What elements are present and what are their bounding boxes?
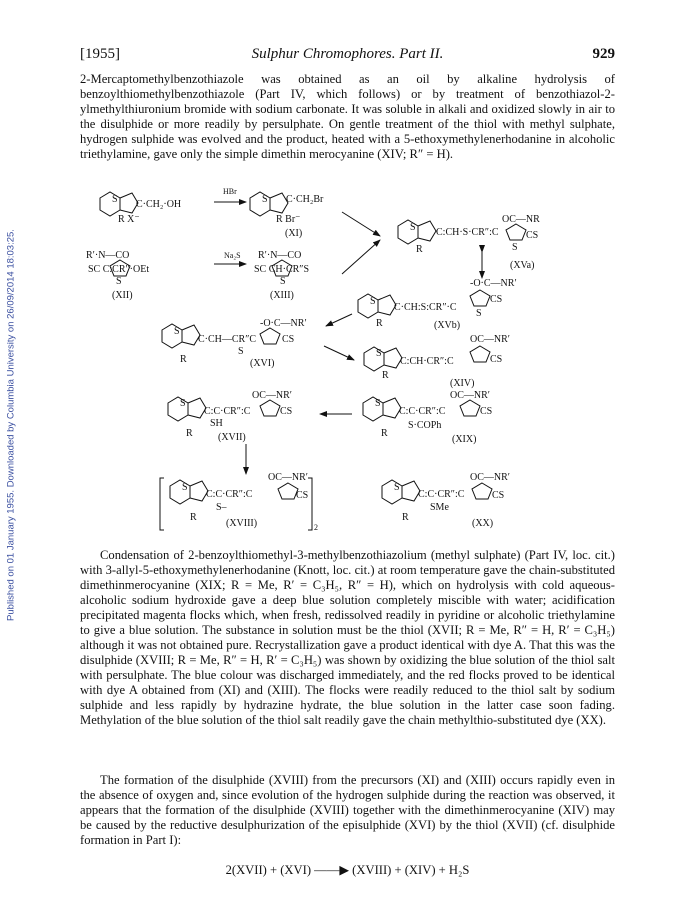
frag-xii-top: R′·N—CO [86,250,130,261]
label-xvii: (XVII) [218,432,246,443]
frag-ch2oh: C·CH₂·OH [136,199,182,210]
frag-s: S [238,346,244,357]
label-xiii: (XIII) [270,290,294,301]
label-xvb: (XVb) [434,320,461,331]
watermark-text: Published on 01 January 1955. Downloaded by Columbia University on 26/09/2014 18:03:25. [5,229,17,621]
frag-oc-nr: OC—NR [502,214,540,225]
frag-xviii-sub: S– [216,502,227,513]
reaction-scheme [80,178,615,540]
arrow-xvi-to-xiv [324,346,354,360]
label-xx: (XX) [472,518,494,529]
frag-s: S [375,398,381,409]
frag-xii-s: S [116,276,122,287]
frag-r: R [402,512,409,523]
bracket-left [160,478,164,530]
frag-ch2br: C·CH₂Br [286,194,324,205]
benzothiazole-rings [100,192,436,504]
frag-o-c-nr: -O·C—NR′ [260,318,307,329]
frag-xviii-chain: C:C·CR″:C [206,489,253,500]
label-xii: (XII) [112,290,133,301]
frag-s: S [410,222,416,233]
paragraph-1: 2-Mercaptomethylbenzothiazole was obtained as an oil by alkaline hydrolysis of benzoylthiomethylbenzothiazole (Part IV, which follows) or by treatment of benzothiazol-2-ylmethylthiuronium bromide with sodium carbonate. It was soluble in alkali and oxidized slowly in air to the disulphide or more readily by persulphate. On gentle treatment of the thiol with methyl sulphate, hydrogen sulphide was evolved and the product, heated with a 5-ethoxymethylenerhodanine in alcoholic triethylamine, gave only the simple dimethin merocyanine (XIV; R″ = H). [80,72,615,161]
frag-s: S [262,194,268,205]
frag-xvi-chain: C·CH—CR″C [198,334,257,345]
frag-r: R [190,512,197,523]
scheme-text [86,187,540,532]
label-xvi: (XVI) [250,358,275,369]
frag-subscript-2: 2 [314,523,318,532]
frag-xiii-mid: SC CH·CR″S [254,264,310,275]
arrow-xvb-to-xvi [326,314,352,326]
frag-xvii-chain: C:C·CR″:C [204,406,251,417]
journal-year: [1955] [80,46,120,62]
frag-oc-nr: OC—NR′ [252,390,292,401]
frag-oc-nr: OC—NR′ [450,390,490,401]
label-xix: (XIX) [452,434,477,445]
frag-s: S [512,242,518,253]
frag-oc-nr: OC—NR′ [268,472,308,483]
page-number: 929 [592,46,615,62]
frag-s: S [476,308,482,319]
frag-s: S [174,326,180,337]
frag-rx: R X⁻ [118,214,140,225]
frag-s: S [370,296,376,307]
frag-xix-chain: C:C·CR″:C [399,406,446,417]
label-xva: (XVa) [510,260,535,271]
page-header [80,46,615,66]
frag-s: S [394,482,400,493]
frag-cs: CS [480,406,493,417]
frag-xx-chain: C:C·CR″:C [418,489,465,500]
bracket-right [308,478,312,530]
frag-xiii-top: R′·N—CO [258,250,302,261]
frag-cs: CS [280,406,293,417]
paragraph-3: The formation of the disulphide (XVIII) from the precursors (XI) and (XIII) occurs rapidly even in the absence of oxygen and, since evolution of the hydrogen sulphide during the reaction was observed, it appears that the formation of the disulphide (XVIII) together with the dimethinmerocyanine (XIV) may be caused by the reductive desulphurization of the episulphide (XVI) by the thiol (XVII) (cf. disulphide formation in Part I): [80,773,615,847]
frag-cs: CS [492,490,505,501]
frag-xvb-chain: C·CH:S:CR″·C [394,302,457,313]
frag-xiv-chain: C:CH·CR″:C [400,356,454,367]
label-xi: (XI) [285,228,303,239]
reaction-equation: 2(XVII) + (XVI) ——▶ (XVIII) + (XIV) + H₂S [225,863,470,877]
rhodanine-rings [110,224,526,499]
label-xviii: (XVIII) [226,518,258,529]
frag-cs: CS [296,490,309,501]
reagent-hbr: HBr [223,187,237,196]
frag-s: S [182,482,188,493]
frag-r: R [186,428,193,439]
reagent-na2s: Na₂S [224,251,241,260]
frag-xvii-sub: SH [210,418,223,429]
frag-s: S [180,398,186,409]
frag-xix-sub: S·COPh [408,420,442,431]
frag-xva-chain: C:CH·S·CR″:C [436,227,499,238]
frag-r: R [376,318,383,329]
frag-r: R [381,428,388,439]
frag-s: S [112,194,118,205]
frag-s: S [376,348,382,359]
frag-oc-nr: OC—NR′ [470,334,510,345]
frag-r: R [416,244,423,255]
running-title: Sulphur Chromophores. Part II. [251,46,444,62]
label-xiv: (XIV) [450,378,475,389]
arrow-xi-to-xva [342,212,380,236]
frag-cs: CS [490,354,503,365]
frag-r: R [180,354,187,365]
frag-xiii-s: S [280,276,286,287]
frag-o-c-nr: -O·C—NR′ [470,278,517,289]
paragraph-2: Condensation of 2-benzoylthiomethyl-3-methylbenzothiazolium (methyl sulphate) (Part IV, loc. cit.) with 3-allyl-5-ethoxymethylenerhodanine (Knott, loc. cit.) at room temperature gave the chain-substituted dimethinmerocyanine (XIX; R = Me, R′ = C₃H₅, R″ = H), which on hydrolysis with cold aqueous-alcoholic sodium hydroxide gave a deep blue solution completely miscible with water; acidification precipitated magenta flocks which, when fresh, redissolved readily in pyridine or alcoholic triethylamine to give a blue solution. The substance in solution must be the thiol (XVII; R = Me, R″ = H, R′ = C₃H₅) although it was not obtained pure. Recrystallization gave a product identical with dye A. That this was the disulphide (XVIII; R = Me, R″ = H, R′ = C₃H₅) was shown by oxidizing the blue solution of the thiol salt with persulphate. The blue colour was discharged immediately, and the red flocks proved to be identical with dye A obtained from (XI) and (XIII). The flocks were readily reduced to the thiol salt by sodium sulphide and less rapidly by hydrazine hydrate, the blue solution in the latter case soon fading. Methylation of the blue solution of the thiol salt readily gave the chain methylthio-substituted dye (XX). [80,548,615,727]
frag-cs: CS [282,334,295,345]
frag-xx-sub: SMe [430,502,449,513]
frag-xii-mid: SC C:CR″·OEt [88,264,150,275]
frag-cs: CS [490,294,503,305]
frag-oc-nr: OC—NR′ [470,472,510,483]
frag-cs: CS [526,230,539,241]
frag-rbr: R Br⁻ [276,214,301,225]
arrow-xiii-to-xva [342,240,380,274]
download-watermark [4,205,18,645]
frag-r: R [382,370,389,381]
